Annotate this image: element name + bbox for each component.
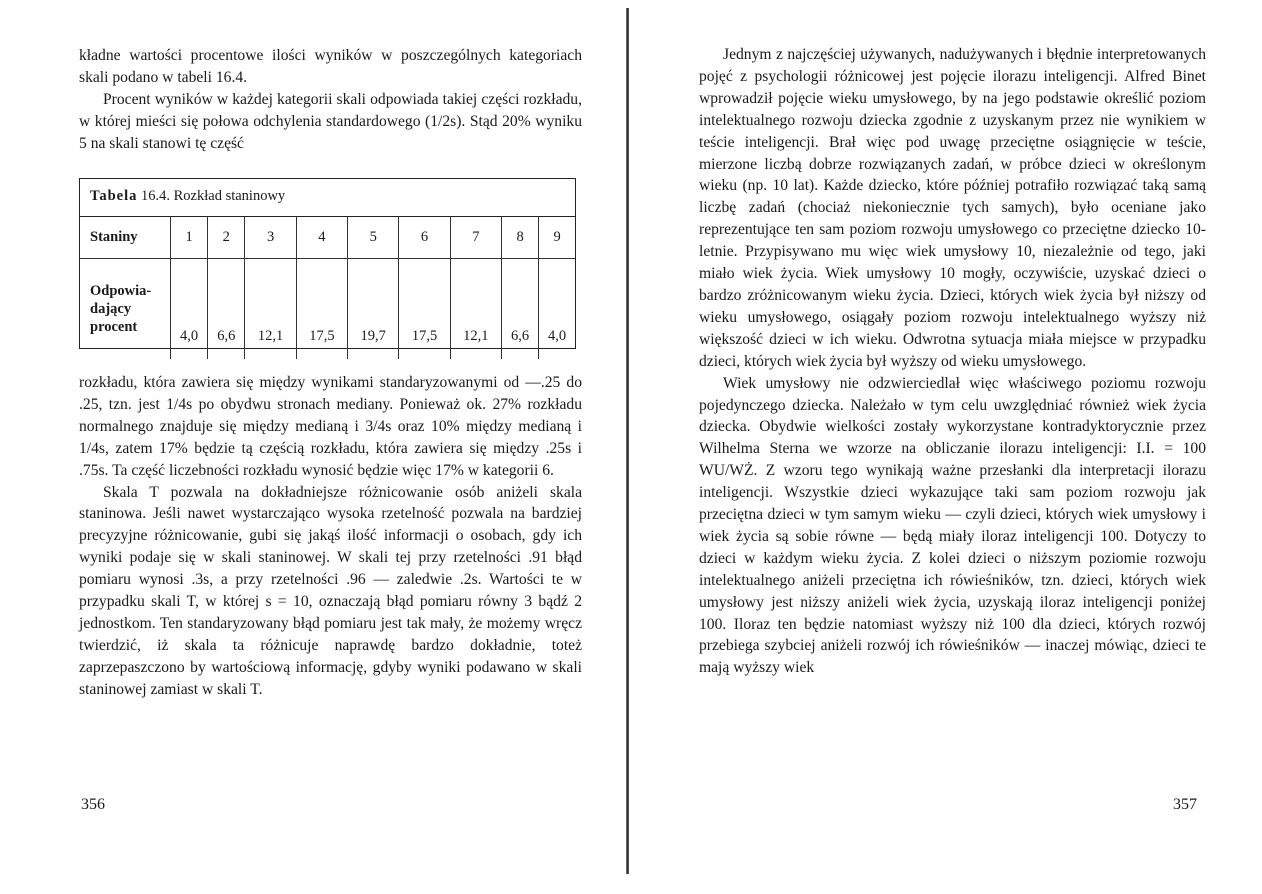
right-text — [699, 44, 1206, 679]
left-top-text — [79, 45, 582, 155]
table-cell: 6 — [399, 216, 450, 259]
row-header-percent: Odpowia-dający procent — [90, 283, 152, 335]
table-cell: 8 — [501, 216, 538, 259]
table-cell: 9 — [539, 216, 575, 259]
table-cell: 12,1 — [450, 259, 501, 360]
table-row — [80, 259, 575, 360]
left-page — [0, 0, 628, 894]
table-cell: 2 — [208, 216, 245, 259]
table-cell: 6,6 — [208, 259, 245, 360]
table-cell: 17,5 — [399, 259, 450, 360]
table-cell: 12,1 — [245, 259, 296, 360]
table-cell: 4 — [296, 216, 347, 259]
table-cell: 5 — [348, 216, 399, 259]
table-row — [80, 216, 575, 259]
table-cell: 19,7 — [348, 259, 399, 360]
table-cell: 4,0 — [539, 259, 575, 360]
table-cell: 17,5 — [296, 259, 347, 360]
paragraph: Procent wyników w każdej kategorii skali odpowiada takiej części rozkładu, w której mieści się połowa odchylenia standardowego (1/2s). Stąd 20% wyniku 5 na skali stanowi tę część — [79, 90, 582, 152]
table-label: Tabela — [90, 188, 138, 204]
table-title: Rozkład staninowy — [173, 188, 286, 204]
table-number: 16.4. — [141, 188, 170, 204]
row-header-stanines: Staniny — [80, 216, 171, 259]
table-cell: 3 — [245, 216, 296, 259]
paragraph: Wiek umysłowy nie odzwierciedlał więc właściwego poziomu rozwoju pojedynczego dziecka. Należało w tym celu uwzględniać również wiek życia dziecka. Obydwie wielkości zostały wykorzystane kontradyktorycznie przez Wilhelma Sterna we wzorze na obliczanie ilorazu inteligencji: I.I. = 100 WU/WŻ. Z wzoru tego wynikają ważne przesłanki dla interpretacji ilorazu inteligencji. Wszystkie dzieci wykazujące taki sam poziom rozwoju jak przeciętna dzieci w tym samym wieku — czyli dzieci, których wiek umysłowy i wiek życia są sobie równe — będą miały iloraz inteligencji 100. Dotyczy to dzieci w każdym wieku życia. Z kolei dzieci o niższym poziomie rozwoju intelektualnego aniżeli przeciętna ich rówieśników, tzn. dzieci, których wiek umysłowy jest niższy aniżeli wiek życia, uzyskają iloraz inteligencji poniżej 100. Iloraz ten będzie natomiast wyższy niż 100 dla dzieci, których rozwój przebiega szybciej aniżeli rozwój ich rówieśników — inaczej mówiąc, dzieci te mają wyższy wiek — [699, 374, 1206, 677]
table-cell: 4,0 — [171, 259, 208, 360]
paragraph: rozkładu, która zawiera się między wynikami standaryzowanymi od —.25 do .25, tzn. jest 1/4s po obydwu stronach mediany. Ponieważ ok. 27% rozkładu normalnego znajduje się między medianą i 3/4s oraz 10% między medianą i 1/4s, zatem 17% będzie tą częścią rozkładu, która zawiera się między .25s i .75s. Ta część liczebności rozkładu wynosić będzie więc 17% w kategorii 6. — [79, 374, 582, 479]
paragraph: Jednym z najczęściej używanych, nadużywanych i błędnie interpretowanych pojęć z psychologii różnicowej jest pojęcie ilorazu inteligencji. Alfred Binet wprowadził pojęcie wieku umysłowego, by na jego podstawie określić poziom intelektualnego rozwoju dziecka zgodnie z uzyskanym przez nie wynikiem w teście inteligencji. Brał więc pod uwagę przeciętne osiągnięcie w teście, mierzone liczbą dobrze rozwiązanych zadań, w próbce dzieci w określonym wieku (np. 10 lat). Każde dziecko, które później potrafiło rozwiązać taką samą liczbę zadań (chociaż niekoniecznie tych samych), było oceniane jako reprezentujące ten sam poziom rozwoju umysłowego co przeciętne dziecko 10-letnie. Przypisywano mu więc wiek umysłowy 10, niezależnie od tego, jaki miało wiek życia. Wiek umysłowy 10 mogły, oczywiście, uzyskać dzieci o bardzo zróżnicowanym wieku życia. Dzieci, których wiek życia był niższy od wieku umysłowego, osiągały poziom rozwoju intelektualnego wyższy niż większość dzieci w ich wieku. Odwrotna sytuacja miała miejsce w przypadku dzieci, których wiek życia był wyższy od wieku umysłowego. — [699, 46, 1206, 370]
table-grid — [80, 216, 575, 359]
table-caption — [90, 188, 285, 205]
table-cell: 1 — [171, 216, 208, 259]
page-number-left: 356 — [81, 796, 105, 813]
right-page — [628, 0, 1262, 894]
stanine-table — [79, 178, 576, 349]
table-cell: 7 — [450, 216, 501, 259]
paragraph: kładne wartości procentowe ilości wyników w poszczególnych kategoriach skali podano w tabeli 16.4. — [79, 47, 582, 86]
table-cell: 6,6 — [501, 259, 538, 360]
page-number-right: 357 — [1173, 796, 1197, 813]
paragraph: Skala T pozwala na dokładniejsze różnicowanie osób aniżeli skala staninowa. Jeśli nawet wystarczająco wysoka rzetelność pozwala na bardziej precyzyjne różnicowanie, gubi się jakąś ilość informacji o osobach, gdy ich wyniki podaje się w skali staninowej. W skali tej przy rzetelności .91 błąd pomiaru wynosi .3s, a przy rzetelności .96 — zaledwie .2s. Wartości te w przypadku skali T, w której s = 10, oznaczają błąd pomiaru równy 3 bądź 2 jednostkom. Ten standaryzowany błąd pomiaru jest tak mały, że możemy wręcz twierdzić, iż skala ta różnicuje naprawdę bardzo dokładnie, toteż zaprzepaszczono by wartościową informację, gdyby wyniki podawano w skali staninowej zamiast w skali T. — [79, 483, 582, 698]
left-bottom-text — [79, 372, 582, 701]
